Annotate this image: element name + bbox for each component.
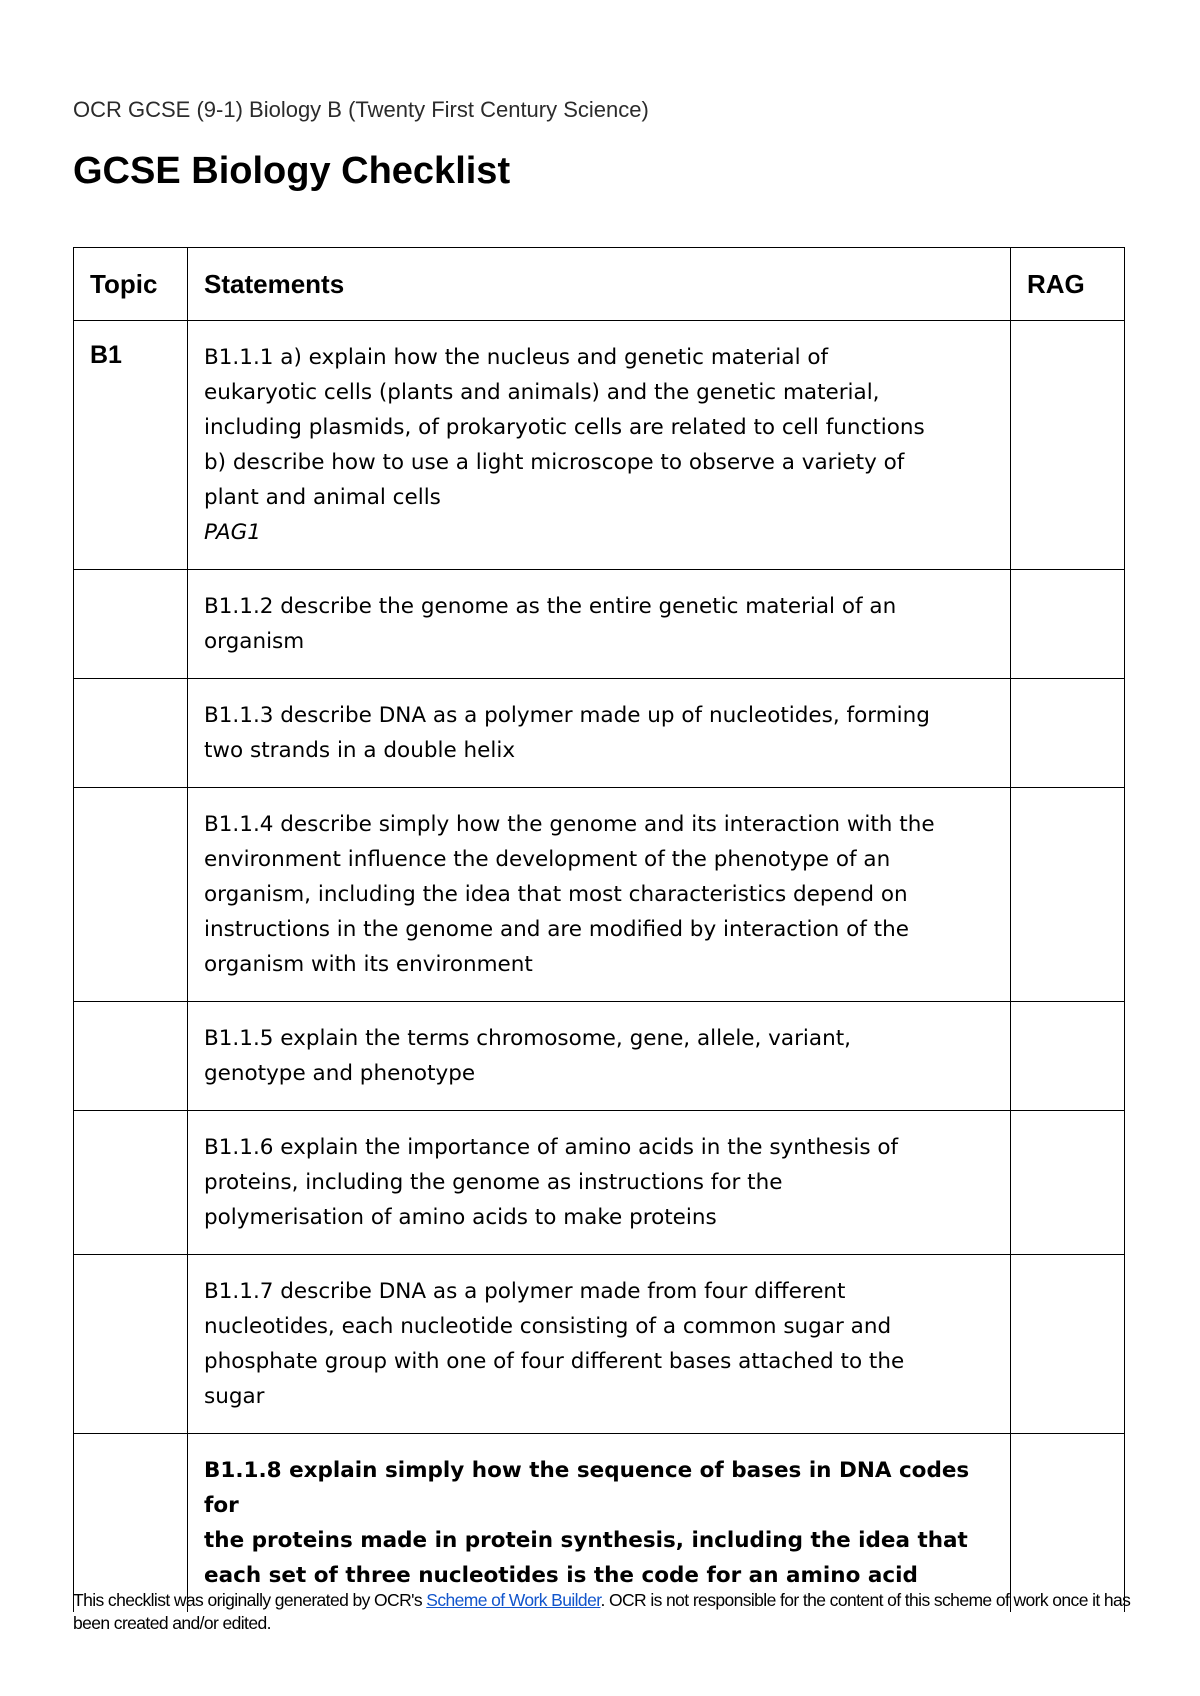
topic-cell: [74, 679, 188, 788]
statement-line: b) describe how to use a light microscope to observe a variety of: [204, 450, 905, 475]
statement-line: the proteins made in protein synthesis, including the idea that: [204, 1528, 968, 1553]
statement-line: including plasmids, of prokaryotic cells are related to cell functions: [204, 415, 925, 440]
statement-cell: [188, 1002, 1011, 1111]
statement-line: phosphate group with one of four different bases attached to the: [204, 1349, 905, 1374]
topic-cell: [74, 1255, 188, 1434]
statement-line: sugar: [204, 1384, 265, 1409]
statement-line: B1.1.1 a) explain how the nucleus and genetic material of: [204, 345, 829, 370]
column-header-topic: Topic: [74, 248, 188, 321]
document-subtitle: OCR GCSE (9-1) Biology B (Twenty First Century Science): [73, 97, 649, 122]
topic-cell: [74, 1434, 188, 1613]
statement-line: polymerisation of amino acids to make proteins: [204, 1205, 717, 1230]
statement-line: nucleotides, each nucleotide consisting of a common sugar and: [204, 1314, 892, 1339]
statement-line: B1.1.8 explain simply how the sequence of bases in DNA codes for: [204, 1458, 970, 1518]
practical-note: PAG1: [204, 520, 261, 545]
rag-cell[interactable]: [1011, 570, 1125, 679]
statement-line: environment influence the development of the phenotype of an: [204, 847, 891, 872]
rag-cell[interactable]: [1011, 788, 1125, 1002]
topic-cell: [74, 788, 188, 1002]
table-row: [74, 570, 1125, 679]
statement-line: B1.1.5 explain the terms chromosome, gene, allele, variant,: [204, 1026, 851, 1051]
statement-line: each set of three nucleotides is the code for an amino acid: [204, 1563, 918, 1588]
statement-cell: [188, 1255, 1011, 1434]
column-header-rag: RAG: [1011, 248, 1125, 321]
checklist-table-container: [73, 247, 1124, 1588]
statement-line: organism with its environment: [204, 952, 533, 977]
table-row: [74, 788, 1125, 1002]
topic-cell: [74, 570, 188, 679]
rag-cell[interactable]: [1011, 1111, 1125, 1255]
footer-text-before: This checklist was originally generated by OCR's: [73, 1590, 427, 1610]
statement-line: B1.1.4 describe simply how the genome and its interaction with the: [204, 812, 935, 837]
statement-cell: [188, 570, 1011, 679]
rag-cell[interactable]: [1011, 1434, 1125, 1613]
statement-line: B1.1.6 explain the importance of amino acids in the synthesis of: [204, 1135, 899, 1160]
column-header-statements: Statements: [188, 248, 1011, 321]
topic-cell: B1: [74, 321, 188, 570]
statement-line: eukaryotic cells (plants and animals) and the genetic material,: [204, 380, 880, 405]
table-row: [74, 1002, 1125, 1111]
rag-cell[interactable]: [1011, 679, 1125, 788]
table-row: [74, 1111, 1125, 1255]
rag-cell[interactable]: [1011, 321, 1125, 570]
rag-cell[interactable]: [1011, 1002, 1125, 1111]
table-row: [74, 1434, 1125, 1613]
page-title: GCSE Biology Checklist: [73, 150, 511, 192]
footer-note: [73, 1589, 1133, 1635]
statement-cell: [188, 321, 1011, 570]
scheme-of-work-builder-link[interactable]: Scheme of Work Builder: [426, 1590, 601, 1610]
statement-line: organism, including the idea that most characteristics depend on: [204, 882, 908, 907]
footer-text-after: . OCR is not responsible for the content of this scheme of work once it has been created and/or edited.: [73, 1590, 1131, 1633]
topic-cell: [74, 1002, 188, 1111]
topic-cell: [74, 1111, 188, 1255]
statement-cell: [188, 788, 1011, 1002]
statement-line: B1.1.3 describe DNA as a polymer made up of nucleotides, forming: [204, 703, 930, 728]
statement-line: B1.1.7 describe DNA as a polymer made from four different: [204, 1279, 846, 1304]
statement-cell: [188, 1434, 1011, 1613]
statement-cell: [188, 679, 1011, 788]
statement-line: instructions in the genome and are modified by interaction of the: [204, 917, 909, 942]
statement-line: two strands in a double helix: [204, 738, 516, 763]
statement-line: plant and animal cells: [204, 485, 441, 510]
statement-line: proteins, including the genome as instructions for the: [204, 1170, 783, 1195]
table-row: [74, 679, 1125, 788]
rag-cell[interactable]: [1011, 1255, 1125, 1434]
statement-line: genotype and phenotype: [204, 1061, 476, 1086]
table-row: [74, 1255, 1125, 1434]
statement-line: organism: [204, 629, 305, 654]
table-header-row: [74, 248, 1125, 321]
checklist-table: [73, 247, 1125, 1612]
table-row: [74, 321, 1125, 570]
statement-cell: [188, 1111, 1011, 1255]
statement-line: B1.1.2 describe the genome as the entire genetic material of an: [204, 594, 897, 619]
